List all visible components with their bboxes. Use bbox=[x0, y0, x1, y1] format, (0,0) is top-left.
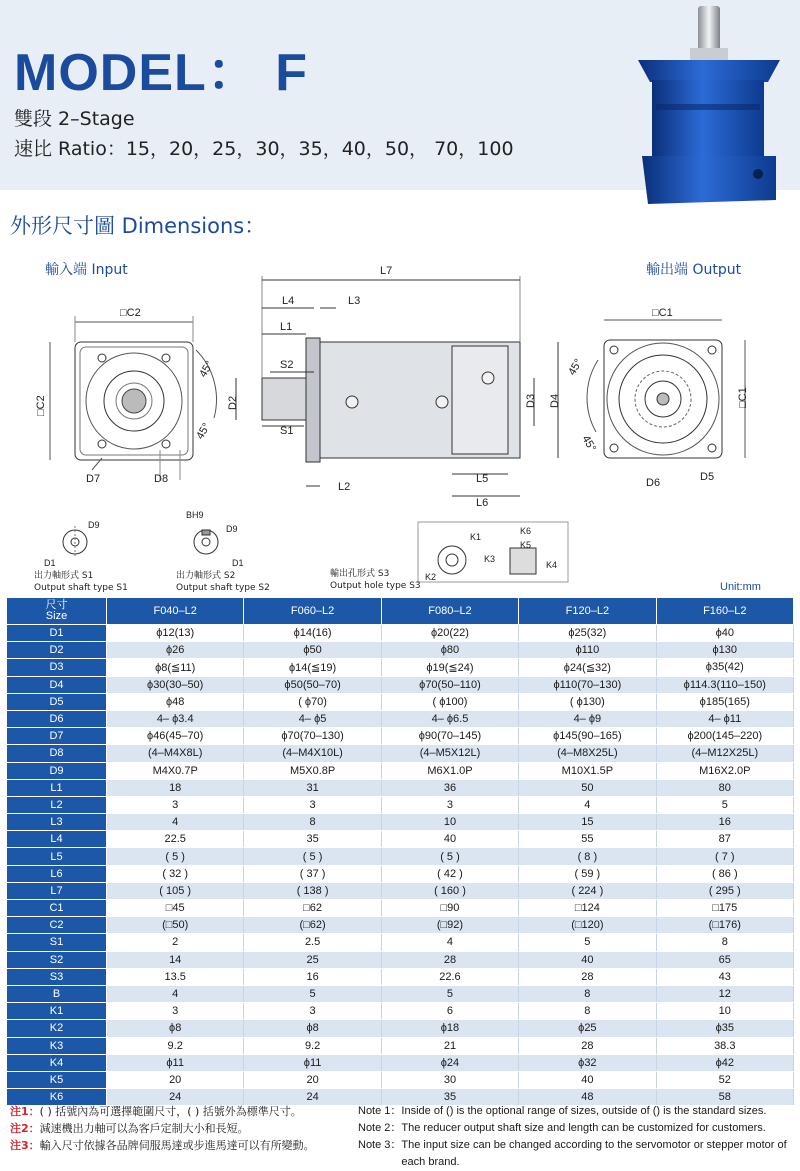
row-header-cell: K3 bbox=[7, 1037, 107, 1054]
value-cell: □124 bbox=[519, 900, 656, 917]
value-cell: 5 bbox=[519, 934, 656, 951]
notes-chinese bbox=[10, 1103, 315, 1154]
value-cell: 40 bbox=[381, 831, 518, 848]
label-l5: L5 bbox=[476, 473, 489, 485]
label-d3: D3 bbox=[525, 393, 537, 408]
note-key: 注2： bbox=[10, 1122, 40, 1135]
table-row bbox=[7, 745, 794, 762]
label-d6: D6 bbox=[646, 477, 661, 489]
row-header-cell: D7 bbox=[7, 728, 107, 745]
table-row bbox=[7, 779, 794, 796]
value-cell: (4–M5X12L) bbox=[381, 745, 518, 762]
value-cell: ϕ8 bbox=[244, 1020, 381, 1037]
value-cell: 12 bbox=[656, 985, 793, 1002]
label-d1-s2: D1 bbox=[232, 558, 244, 568]
value-cell: 38.3 bbox=[656, 1037, 793, 1054]
label-k1: K1 bbox=[470, 532, 482, 542]
stage-label: 雙段 2–Stage bbox=[14, 108, 135, 130]
value-cell: 21 bbox=[381, 1037, 518, 1054]
value-cell: 20 bbox=[107, 1071, 244, 1088]
value-cell: M5X0.8P bbox=[244, 762, 381, 779]
table-row bbox=[7, 985, 794, 1002]
row-header-cell: L5 bbox=[7, 848, 107, 865]
value-cell: (4–M8X25L) bbox=[519, 745, 656, 762]
shaft-type-s2 bbox=[194, 530, 218, 554]
value-cell: 4 bbox=[107, 985, 244, 1002]
row-header-cell: K5 bbox=[7, 1071, 107, 1088]
table-row bbox=[7, 831, 794, 848]
label-k4: K4 bbox=[546, 560, 558, 570]
value-cell: ϕ70(50–110) bbox=[381, 676, 518, 693]
value-cell: □90 bbox=[381, 900, 518, 917]
table-row bbox=[7, 1071, 794, 1088]
value-cell: ϕ11 bbox=[107, 1054, 244, 1071]
table-row bbox=[7, 728, 794, 745]
output-title: 輸出端 Output bbox=[646, 262, 742, 278]
column-header: F060–L2 bbox=[244, 598, 381, 625]
value-cell: ϕ24 bbox=[381, 1054, 518, 1071]
note-en-row bbox=[358, 1120, 798, 1137]
note-text: Inside of () is the optional range of sizes, outside of () is the standard sizes. bbox=[401, 1105, 767, 1117]
value-cell: 40 bbox=[519, 1071, 656, 1088]
value-cell: 30 bbox=[381, 1071, 518, 1088]
notes-english bbox=[358, 1103, 798, 1171]
table-row bbox=[7, 710, 794, 727]
value-cell: 3 bbox=[381, 796, 518, 813]
note-cn-row bbox=[10, 1120, 315, 1137]
note-en-row bbox=[358, 1103, 798, 1120]
value-cell: ϕ50(50–70) bbox=[244, 676, 381, 693]
row-header-cell: K4 bbox=[7, 1054, 107, 1071]
value-cell: 18 bbox=[107, 779, 244, 796]
value-cell: 4– ϕ3.4 bbox=[107, 710, 244, 727]
value-cell: 24 bbox=[244, 1089, 381, 1106]
corner-en: Size bbox=[45, 610, 68, 622]
value-cell: 28 bbox=[519, 1037, 656, 1054]
row-header-cell: L4 bbox=[7, 831, 107, 848]
note-text: 減速機出力軸可以為客戶定制大小和長短。 bbox=[39, 1122, 249, 1135]
value-cell: (□176) bbox=[656, 917, 793, 934]
value-cell: ( 5 ) bbox=[107, 848, 244, 865]
value-cell: ( 7 ) bbox=[656, 848, 793, 865]
value-cell: ( 8 ) bbox=[519, 848, 656, 865]
label-c2-top: □C2 bbox=[120, 307, 141, 319]
value-cell: 50 bbox=[519, 779, 656, 796]
table-row bbox=[7, 968, 794, 985]
value-cell: 40 bbox=[519, 951, 656, 968]
value-cell: 65 bbox=[656, 951, 793, 968]
value-cell: (4–M4X10L) bbox=[244, 745, 381, 762]
column-header: F160–L2 bbox=[656, 598, 793, 625]
value-cell: ϕ25 bbox=[519, 1020, 656, 1037]
table-row bbox=[7, 882, 794, 899]
row-header-cell: L2 bbox=[7, 796, 107, 813]
note-key: Note 2： bbox=[358, 1122, 402, 1134]
value-cell: ϕ48 bbox=[107, 693, 244, 710]
value-cell: ϕ50 bbox=[244, 642, 381, 659]
note-en-row bbox=[358, 1137, 798, 1171]
value-cell: ϕ8(≦11) bbox=[107, 659, 244, 676]
value-cell: ( ϕ100) bbox=[381, 693, 518, 710]
row-header-cell: S2 bbox=[7, 951, 107, 968]
value-cell: 36 bbox=[381, 779, 518, 796]
value-cell: ϕ200(145–220) bbox=[656, 728, 793, 745]
value-cell: 15 bbox=[519, 814, 656, 831]
label-d4: D4 bbox=[549, 393, 561, 408]
row-header-cell: D2 bbox=[7, 642, 107, 659]
value-cell: M16X2.0P bbox=[656, 762, 793, 779]
label-k2: K2 bbox=[425, 572, 437, 582]
row-header-cell: L1 bbox=[7, 779, 107, 796]
value-cell: 4 bbox=[519, 796, 656, 813]
label-d8: D8 bbox=[154, 473, 169, 485]
caption-s1-en: Output shaft type S1 bbox=[34, 583, 128, 593]
row-header-cell: D8 bbox=[7, 745, 107, 762]
note-text: 輸入尺寸依據各品牌伺服馬達或步進馬達可以有所變動。 bbox=[39, 1139, 315, 1152]
header-banner bbox=[0, 0, 800, 190]
note-text: The reducer output shaft size and length can be customized for customers. bbox=[401, 1122, 766, 1134]
label-bh9: BH9 bbox=[186, 510, 204, 520]
value-cell: ϕ35(42) bbox=[656, 659, 793, 676]
value-cell: ϕ24(≦32) bbox=[519, 659, 656, 676]
caption-s3-en: Output hole type S3 bbox=[330, 581, 421, 591]
value-cell: 10 bbox=[381, 814, 518, 831]
value-cell: 3 bbox=[244, 796, 381, 813]
value-cell: ( 224 ) bbox=[519, 882, 656, 899]
label-d2: D2 bbox=[227, 395, 239, 410]
note-text: The input size can be changed according to the servomotor or stepper motor of each brand. bbox=[401, 1139, 787, 1168]
value-cell: ϕ42 bbox=[656, 1054, 793, 1071]
row-header-cell: D6 bbox=[7, 710, 107, 727]
value-cell: ( 5 ) bbox=[381, 848, 518, 865]
value-cell: 80 bbox=[656, 779, 793, 796]
table-row bbox=[7, 848, 794, 865]
value-cell: ϕ70(70–130) bbox=[244, 728, 381, 745]
label-l3: L3 bbox=[348, 295, 361, 307]
value-cell: ϕ14(16) bbox=[244, 625, 381, 642]
note-cn-row bbox=[10, 1103, 315, 1120]
row-header-cell: B bbox=[7, 985, 107, 1002]
value-cell: M4X0.7P bbox=[107, 762, 244, 779]
input-view bbox=[45, 261, 216, 480]
value-cell: 16 bbox=[244, 968, 381, 985]
note-key: Note 3： bbox=[358, 1139, 402, 1151]
row-header-cell: D4 bbox=[7, 676, 107, 693]
value-cell: 25 bbox=[244, 951, 381, 968]
value-cell: 35 bbox=[244, 831, 381, 848]
value-cell: 31 bbox=[244, 779, 381, 796]
value-cell: ( ϕ130) bbox=[519, 693, 656, 710]
value-cell: 2 bbox=[107, 934, 244, 951]
value-cell: □45 bbox=[107, 900, 244, 917]
value-cell: M10X1.5P bbox=[519, 762, 656, 779]
output-view bbox=[587, 261, 745, 458]
table-header-row bbox=[7, 598, 794, 625]
column-header: F080–L2 bbox=[381, 598, 518, 625]
row-header-cell: L3 bbox=[7, 814, 107, 831]
label-l6: L6 bbox=[476, 497, 489, 509]
row-header-cell: D5 bbox=[7, 693, 107, 710]
value-cell: ϕ20(22) bbox=[381, 625, 518, 642]
value-cell: 9.2 bbox=[107, 1037, 244, 1054]
value-cell: ϕ19(≦24) bbox=[381, 659, 518, 676]
table-row bbox=[7, 796, 794, 813]
row-header-cell: S1 bbox=[7, 934, 107, 951]
note-key: 注3： bbox=[10, 1139, 40, 1152]
table-row bbox=[7, 693, 794, 710]
value-cell: ( ϕ70) bbox=[244, 693, 381, 710]
value-cell: 4– ϕ11 bbox=[656, 710, 793, 727]
table-row bbox=[7, 917, 794, 934]
input-title: 輸入端 Input bbox=[45, 262, 128, 278]
value-cell: 6 bbox=[381, 1003, 518, 1020]
table-row bbox=[7, 762, 794, 779]
label-45-input-b: 45° bbox=[194, 421, 213, 442]
value-cell: 4 bbox=[107, 814, 244, 831]
value-cell: ϕ145(90–165) bbox=[519, 728, 656, 745]
value-cell: 24 bbox=[107, 1089, 244, 1106]
value-cell: 55 bbox=[519, 831, 656, 848]
ratio-label: 速比 Ratio：15，20，25，30，35，40，50， 70，100 bbox=[14, 138, 514, 160]
value-cell: □62 bbox=[244, 900, 381, 917]
row-header-cell: D9 bbox=[7, 762, 107, 779]
row-header-cell: L6 bbox=[7, 865, 107, 882]
row-header-cell: K2 bbox=[7, 1020, 107, 1037]
value-cell: ( 5 ) bbox=[244, 848, 381, 865]
value-cell: (□92) bbox=[381, 917, 518, 934]
label-d9-s2: D9 bbox=[226, 524, 238, 534]
table-row bbox=[7, 1003, 794, 1020]
dimension-table bbox=[6, 597, 794, 1106]
value-cell: M6X1.0P bbox=[381, 762, 518, 779]
value-cell: ( 160 ) bbox=[381, 882, 518, 899]
value-cell: 20 bbox=[244, 1071, 381, 1088]
label-c1-top: □C1 bbox=[652, 307, 673, 319]
table-row bbox=[7, 625, 794, 642]
value-cell: 4 bbox=[381, 934, 518, 951]
caption-s1-cn: 出力軸形式 S1 bbox=[34, 571, 94, 581]
value-cell: (□62) bbox=[244, 917, 381, 934]
dimension-drawing bbox=[0, 250, 800, 595]
value-cell: ϕ18 bbox=[381, 1020, 518, 1037]
shaft-type-s1 bbox=[63, 526, 87, 558]
table-row bbox=[7, 642, 794, 659]
value-cell: ϕ12(13) bbox=[107, 625, 244, 642]
value-cell: 35 bbox=[381, 1089, 518, 1106]
value-cell: ϕ26 bbox=[107, 642, 244, 659]
label-l2: L2 bbox=[338, 481, 351, 493]
label-s1: S1 bbox=[280, 425, 294, 437]
value-cell: ϕ35 bbox=[656, 1020, 793, 1037]
row-header-cell: D1 bbox=[7, 625, 107, 642]
label-d1-s1: D1 bbox=[44, 558, 56, 568]
table-row bbox=[7, 814, 794, 831]
label-45-input-a: 45° bbox=[197, 359, 216, 380]
table-row bbox=[7, 1054, 794, 1071]
value-cell: 9.2 bbox=[244, 1037, 381, 1054]
value-cell: 14 bbox=[107, 951, 244, 968]
note-cn-row bbox=[10, 1137, 315, 1154]
value-cell: ( 105 ) bbox=[107, 882, 244, 899]
value-cell: (□120) bbox=[519, 917, 656, 934]
value-cell: ϕ40 bbox=[656, 625, 793, 642]
hole-type-s3 bbox=[418, 522, 568, 582]
value-cell: ( 295 ) bbox=[656, 882, 793, 899]
row-header-cell: L7 bbox=[7, 882, 107, 899]
row-header-cell: C2 bbox=[7, 917, 107, 934]
value-cell: ( 59 ) bbox=[519, 865, 656, 882]
value-cell: ( 42 ) bbox=[381, 865, 518, 882]
label-c1-side: □C1 bbox=[737, 387, 749, 408]
value-cell: 22.5 bbox=[107, 831, 244, 848]
value-cell: ( 86 ) bbox=[656, 865, 793, 882]
label-d7: D7 bbox=[86, 473, 101, 485]
caption-s2-en: Output shaft type S2 bbox=[176, 583, 270, 593]
value-cell: 8 bbox=[244, 814, 381, 831]
label-d5: D5 bbox=[700, 471, 715, 483]
dimensions-title: 外形尺寸圖 Dimensions： bbox=[10, 214, 266, 238]
label-k3: K3 bbox=[484, 554, 496, 564]
note-text: ( ) 括號內為可選擇範圍尺寸，( ) 括號外為標準尺寸。 bbox=[39, 1105, 302, 1118]
value-cell: 16 bbox=[656, 814, 793, 831]
row-header-cell: K1 bbox=[7, 1003, 107, 1020]
value-cell: (4–M12X25L) bbox=[656, 745, 793, 762]
corner-cn: 尺寸 bbox=[45, 599, 68, 611]
value-cell: (4–M4X8L) bbox=[107, 745, 244, 762]
value-cell: 4– ϕ9 bbox=[519, 710, 656, 727]
value-cell: ϕ25(32) bbox=[519, 625, 656, 642]
value-cell: ϕ90(70–145) bbox=[381, 728, 518, 745]
label-k6: K6 bbox=[520, 526, 532, 536]
value-cell: 10 bbox=[656, 1003, 793, 1020]
column-header: F120–L2 bbox=[519, 598, 656, 625]
table-row bbox=[7, 676, 794, 693]
value-cell: □175 bbox=[656, 900, 793, 917]
value-cell: 3 bbox=[244, 1003, 381, 1020]
label-45-output-b: 45° bbox=[579, 433, 599, 454]
caption-s3-cn: 輸出孔形式 S3 bbox=[330, 569, 390, 579]
value-cell: 22.6 bbox=[381, 968, 518, 985]
label-45-output-a: 45° bbox=[566, 357, 585, 378]
value-cell: ϕ110(70–130) bbox=[519, 676, 656, 693]
value-cell: 8 bbox=[519, 1003, 656, 1020]
value-cell: ϕ110 bbox=[519, 642, 656, 659]
value-cell: 3 bbox=[107, 1003, 244, 1020]
value-cell: 8 bbox=[519, 985, 656, 1002]
column-header: F040–L2 bbox=[107, 598, 244, 625]
value-cell: 4– ϕ6.5 bbox=[381, 710, 518, 727]
value-cell: 28 bbox=[519, 968, 656, 985]
value-cell: ( 32 ) bbox=[107, 865, 244, 882]
table-row bbox=[7, 951, 794, 968]
label-d9: D9 bbox=[88, 520, 100, 530]
value-cell: 87 bbox=[656, 831, 793, 848]
value-cell: 4– ϕ5 bbox=[244, 710, 381, 727]
label-l1: L1 bbox=[280, 321, 293, 333]
value-cell: 52 bbox=[656, 1071, 793, 1088]
value-cell: ( 37 ) bbox=[244, 865, 381, 882]
value-cell: 5 bbox=[656, 796, 793, 813]
value-cell: 13.5 bbox=[107, 968, 244, 985]
table-corner-header bbox=[7, 598, 107, 625]
row-header-cell: D3 bbox=[7, 659, 107, 676]
value-cell: 3 bbox=[107, 796, 244, 813]
row-header-cell: K6 bbox=[7, 1089, 107, 1106]
model-title: MODEL： F bbox=[14, 44, 308, 102]
value-cell: 8 bbox=[656, 934, 793, 951]
unit-label: Unit:mm bbox=[720, 581, 761, 593]
value-cell: ϕ46(45–70) bbox=[107, 728, 244, 745]
caption-s2-cn: 出力軸形式 S2 bbox=[176, 571, 236, 581]
value-cell: 28 bbox=[381, 951, 518, 968]
value-cell: ϕ114.3(110–150) bbox=[656, 676, 793, 693]
value-cell: ϕ32 bbox=[519, 1054, 656, 1071]
note-key: 注1： bbox=[10, 1105, 40, 1118]
gearbox-product-image bbox=[620, 4, 800, 214]
label-s2: S2 bbox=[280, 359, 294, 371]
value-cell: ϕ80 bbox=[381, 642, 518, 659]
value-cell: 43 bbox=[656, 968, 793, 985]
value-cell: 48 bbox=[519, 1089, 656, 1106]
table-row bbox=[7, 1020, 794, 1037]
label-l7: L7 bbox=[380, 265, 393, 277]
value-cell: ϕ130 bbox=[656, 642, 793, 659]
value-cell: 5 bbox=[244, 985, 381, 1002]
value-cell: ϕ14(≦19) bbox=[244, 659, 381, 676]
note-key: Note 1： bbox=[358, 1105, 402, 1117]
value-cell: ϕ30(30–50) bbox=[107, 676, 244, 693]
table-body bbox=[7, 625, 794, 1106]
value-cell: (□50) bbox=[107, 917, 244, 934]
label-c2-side: □C2 bbox=[35, 395, 47, 416]
side-view bbox=[236, 276, 558, 496]
label-l4: L4 bbox=[282, 295, 295, 307]
value-cell: 5 bbox=[381, 985, 518, 1002]
table-row bbox=[7, 900, 794, 917]
table-row bbox=[7, 659, 794, 676]
table-row bbox=[7, 1037, 794, 1054]
table-row bbox=[7, 865, 794, 882]
value-cell: ϕ185(165) bbox=[656, 693, 793, 710]
value-cell: 58 bbox=[656, 1089, 793, 1106]
value-cell: 2.5 bbox=[244, 934, 381, 951]
row-header-cell: S3 bbox=[7, 968, 107, 985]
value-cell: ϕ11 bbox=[244, 1054, 381, 1071]
table-row bbox=[7, 934, 794, 951]
label-k5: K5 bbox=[520, 540, 532, 550]
value-cell: ϕ8 bbox=[107, 1020, 244, 1037]
row-header-cell: C1 bbox=[7, 900, 107, 917]
value-cell: ( 138 ) bbox=[244, 882, 381, 899]
